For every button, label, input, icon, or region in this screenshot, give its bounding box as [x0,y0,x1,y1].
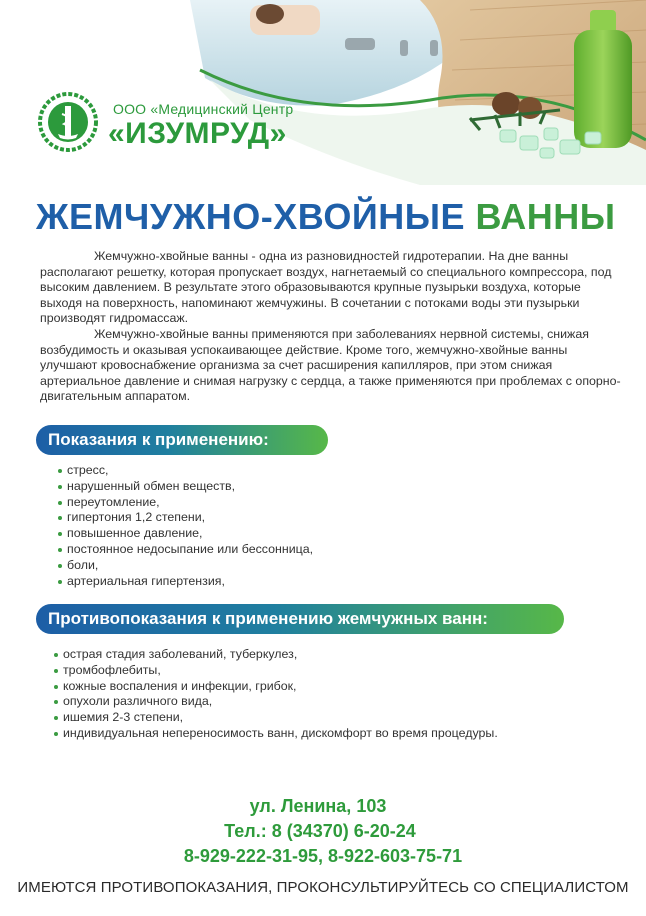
description [40,249,623,405]
indications-heading: Показания к применению: [36,425,328,455]
phone-number: Тел.: 8 (34370) 6-20-24 [224,821,416,841]
org-brand-name: «ИЗУМРУД» [108,117,287,150]
list-item: ишемия 2-3 степени, [54,710,498,726]
list-item: кожные воспаления и инфекции, грибок, [54,679,498,695]
bullet-icon [54,685,58,689]
bullet-icon [58,532,62,536]
bullet-icon [58,469,62,473]
mobile-numbers: 8-929-222-31-95, 8-922-603-75-71 [183,846,463,866]
list-item: стресс, [58,463,313,479]
paragraph: Жемчужно-хвойные ванны применяются при заболеваниях нервной системы, снижая возбудимость и оказывая успокаивающее действие. Кроме того, жемчужно-хвойные ванны улучшают кровоснабжение организма за счет расширения капилляров, при этом снижая артериальное давление и снимая нагрузку с сердца, а также применяются при проблемах с опорно-двигательным аппаратом. [40,326,621,404]
medical-center-logo [38,92,98,152]
contraindications-list [54,647,498,742]
indications-list [58,463,313,589]
list-item: тромбофлебиты, [54,663,498,679]
bullet-icon [58,516,62,520]
list-item: опухоли различного вида, [54,694,498,710]
paragraph: Жемчужно-хвойные ванны - одна из разновидностей гидротерапии. На дне ванны располагают решетку, которая пропускает воздух, нагнетаемый со специального компрессора, под высоким давлением. В результате этого образовываются крупные пузырьки воздуха, которые выходя на поверхность, напоминают жемчужины. В сочетании с потоками воды эти пузырьки производят гидромассаж. [40,249,612,326]
bullet-icon [54,716,58,720]
disclaimer: ИМЕЮТСЯ ПРОТИВОПОКАЗАНИЯ, ПРОКОНСУЛЬТИРУЙТЕСЬ СО СПЕЦИАЛИСТОМ [17,879,629,896]
title-accent: ВАННЫ [475,196,616,237]
list-item: острая стадия заболеваний, туберкулез, [54,647,498,663]
bullet-icon [54,669,58,673]
bullet-icon [54,700,58,704]
list-item: повышенное давление, [58,526,313,542]
bullet-icon [54,732,58,736]
bullet-icon [58,501,62,505]
bullet-icon [58,564,62,568]
address: ул. Ленина, 103 [249,796,387,816]
list-item: переутомление, [58,495,313,511]
bullet-icon [58,485,62,489]
list-item: индивидуальная непереносимость ванн, дискомфорт во время процедуры. [54,726,498,742]
list-item: нарушенный обмен веществ, [58,479,313,495]
list-item: гипертония 1,2 степени, [58,510,313,526]
page-title [36,196,615,238]
title-main: ЖЕМЧУЖНО-ХВОЙНЫЕ [36,196,465,237]
bullet-icon [58,580,62,584]
bullet-icon [54,653,58,657]
list-item: боли, [58,558,313,574]
bullet-icon [58,548,62,552]
org-legal-name: ООО «Медицинский Центр [113,101,294,117]
list-item: артериальная гипертензия, [58,574,313,590]
list-item: постоянное недосыпание или бессонница, [58,542,313,558]
contraindications-heading: Противопоказания к применению жемчужных ванн: [36,604,564,634]
